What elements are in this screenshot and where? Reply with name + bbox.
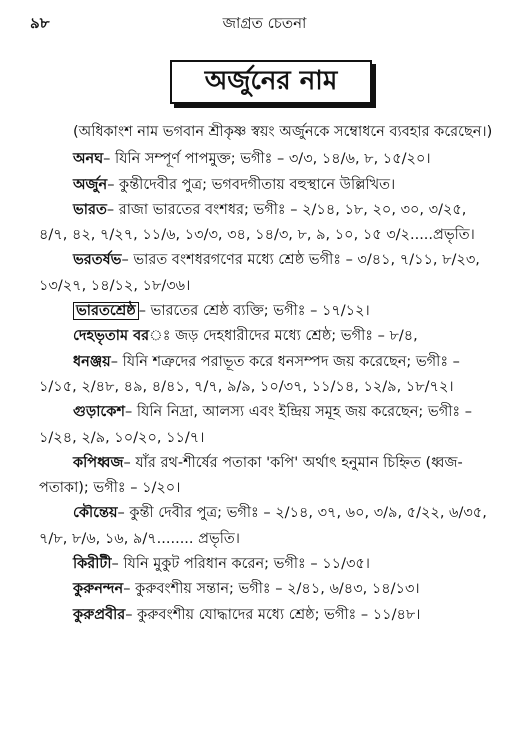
list-item bbox=[39, 400, 495, 451]
page-header bbox=[30, 4, 499, 34]
entry-text: – রাজা ভারতের বংশধর; ভগীঃ – ২/১৪, ১৮, ২০, ৩০, ৩/২৫, ৪/৭, ৪২, ৭/২৭, ১১/৬, ১৩/৩, ৩৪, ১৪/৩, ৮, ৯, ১০, ১৫ ৩/২.....প্রভৃতি। bbox=[39, 201, 475, 244]
intro-paragraph: (অধিকাংশ নাম ভগবান শ্রীকৃষ্ণ স্বয়ং অর্জুনকে সম্বোধনে ব্যবহার করেছেন।) bbox=[73, 124, 493, 140]
entry-term: কুরুনন্দন bbox=[73, 581, 124, 598]
entry-text: – কুন্তী দেবীর পুত্র; ভগীঃ – ২/১৪, ৩৭, ৬০, ৩/৯, ৫/২২, ৬/৩৫, ৭/৮, ৮/৬, ১৬, ৯/৭........ প্রভৃতি। bbox=[39, 505, 487, 547]
list-item bbox=[39, 248, 495, 299]
page-number: ৯৮ bbox=[30, 14, 50, 32]
entry-term: অর্জুন bbox=[73, 176, 108, 193]
entries-list bbox=[39, 147, 495, 628]
list-item bbox=[39, 198, 495, 249]
entry-term: ভারত bbox=[73, 201, 107, 218]
entry-term: ভারতশ্রেষ্ঠ bbox=[73, 302, 139, 320]
list-item bbox=[39, 451, 495, 502]
entry-term: অনঘ bbox=[73, 151, 104, 168]
list-item bbox=[39, 299, 495, 324]
entry-term: গুড়াকেশ bbox=[73, 404, 125, 421]
entry-term: কৌন্তেয় bbox=[73, 505, 118, 522]
list-item bbox=[39, 147, 495, 172]
entry-term: দেহভৃতাম বর bbox=[73, 328, 150, 345]
entry-term: কুরুপ্রবীর bbox=[73, 606, 126, 623]
entry-text: ঃ জড় দেহধারীদের মধ্যে শ্রেষ্ঠ; ভগীঃ – ৮/৪, bbox=[149, 328, 418, 345]
entry-text: – কুরুবংশীয় যোদ্ধাদের মধ্যে শ্রেষ্ঠ; ভগীঃ – ১১/৪৮। bbox=[125, 606, 421, 623]
entry-text: – যিনি সম্পূর্ণ পাপমুক্ত; ভগীঃ – ৩/৩, ১৪/৬, ৮, ১৫/২০। bbox=[103, 151, 431, 168]
entry-text: – যিনি শত্রুদের পরাভূত করে ধনসম্পদ জয় করেছেন; ভগীঃ – ১/১৫, ২/৪৮, ৪৯, ৪/৪১, ৭/৭, ৯/৯, ১০/৩৭, ১১/১৪, ১২/৯, ১৮/৭২। bbox=[39, 353, 460, 395]
entry-text: – যিনি নিদ্রা, আলস্য এবং ইন্দ্রিয় সমূহ জয় করেছেন; ভগীঃ – ১/২৪, ২/৯, ১০/২০, ১১/৭। bbox=[39, 404, 472, 446]
entry-term: ভরতর্ষভ bbox=[73, 252, 122, 269]
content bbox=[39, 120, 495, 628]
entry-text: – ভারত বংশধরগণের মধ্যে শ্রেষ্ঠ ভগীঃ – ৩/৪১, ৭/১১, ৮/২৩, ১৩/২৭, ১৪/১২, ১৮/৩৬। bbox=[39, 252, 480, 294]
list-item bbox=[39, 577, 495, 602]
entry-text: – ভারতের শ্রেষ্ঠ ব্যক্তি; ভগীঃ – ১৭/১২। bbox=[138, 303, 370, 320]
entry-text: – যাঁর রথ-শীর্ষের পতাকা 'কপি' অর্থাৎ হনুমান চিহ্নিত (ধ্বজ-পতাকা); ভগীঃ – ১/২০। bbox=[39, 454, 463, 497]
list-item bbox=[39, 552, 495, 577]
list-item bbox=[39, 324, 495, 349]
entry-text: – কুরুবংশীয় সন্তান; ভগীঃ – ২/৪১, ৬/৪৩, ১৪/১৩। bbox=[123, 581, 420, 598]
list-item bbox=[39, 603, 495, 628]
entry-text: – যিনি মুকুট পরিধান করেন; ভগীঃ – ১১/৩৫। bbox=[111, 556, 370, 573]
chapter-title: অর্জুনের নাম bbox=[170, 60, 372, 104]
running-title: জাগ্রত চেতনা bbox=[222, 14, 307, 32]
entry-term: ধনঞ্জয় bbox=[73, 353, 111, 370]
list-item bbox=[39, 173, 495, 198]
entry-text: – কুন্তীদেবীর পুত্র; ভগবদগীতায় বহুস্থানে উল্লিখিত। bbox=[107, 176, 396, 193]
list-item bbox=[39, 350, 495, 401]
list-item bbox=[39, 501, 495, 552]
entry-term: কপিধ্বজ bbox=[73, 454, 124, 471]
entry-term: কিরীটী bbox=[73, 556, 112, 573]
